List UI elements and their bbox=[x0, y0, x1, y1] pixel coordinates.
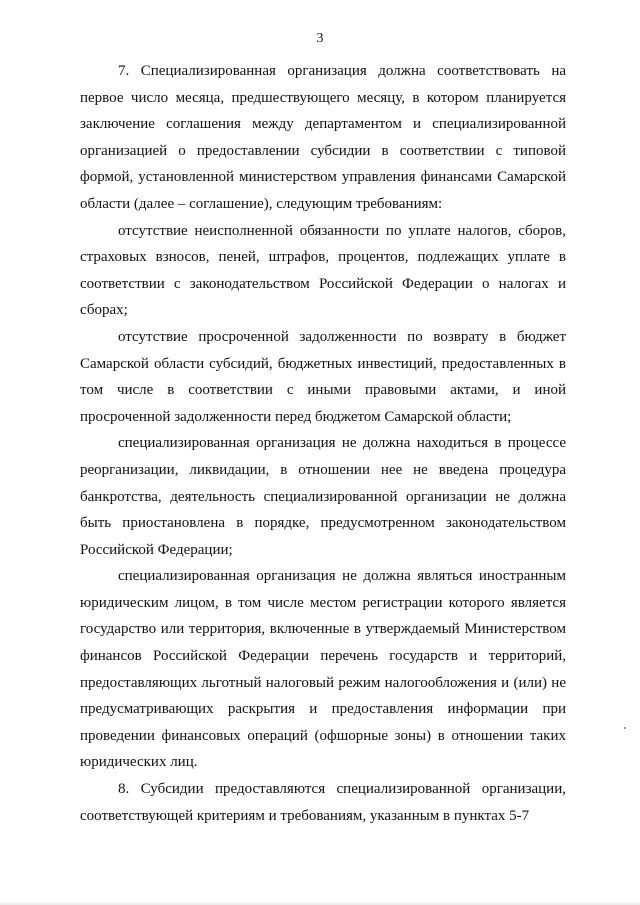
paragraph-requirement-debt: отсутствие просроченной задолженности по возврату в бюджет Самарской области субсидий, бюджетных инвестиций, предоставленных в том числе в соответствии с иными правовыми актами, и иной просроченной задолженности перед бюджетом Самарской области; bbox=[80, 328, 566, 425]
paragraph-requirement-taxes: отсутствие неисполненной обязанности по уплате налогов, сборов, страховых взносов, пеней, штрафов, процентов, подлежащих уплате в соответствии с законодательством Российской Федерации о налогах и сборах; bbox=[80, 222, 566, 319]
scan-speck bbox=[624, 727, 626, 729]
paragraph-item-8: 8. Субсидии предоставляются специализированной организации, соответствующей критериям и требованиям, указанным в пунктах 5-7 bbox=[80, 781, 566, 824]
paragraph-requirement-reorganization: специализированная организация не должна находиться в процессе реорганизации, ликвидации, в отношении нее не введена процедура банкротства, деятельность специализированной организации не должна быть приостановлена в порядке, предусмотренном законодательством Российской Федерации; bbox=[80, 435, 566, 558]
paragraph-requirement-foreign-entity: специализированная организация не должна являться иностранным юридическим лицом, в том числе местом регистрации которого является государство или территория, включенные в утверждаемый Министерством финансов Российской Федерации перечень государств и территорий, предоставляющих льготный налоговый режим налогообложения и (или) не предусматривающих раскрытия и предоставления информации при проведении финансовых операций (офшорные зоны) в отношении таких юридических лиц. bbox=[80, 568, 566, 771]
document-body bbox=[80, 58, 566, 829]
page-number: 3 bbox=[316, 31, 324, 46]
paragraph-item-7: 7. Специализированная организация должна соответствовать на первое число месяца, предшествующего месяцу, в котором планируется заключение соглашения между департаментом и специализированной организацией о предоставлении субсидии в соответствии с типовой формой, установленной министерством управления финансами Самарской области (далее – соглашение), следующим требованиям: bbox=[80, 63, 566, 212]
scan-bottom-edge bbox=[0, 901, 640, 905]
